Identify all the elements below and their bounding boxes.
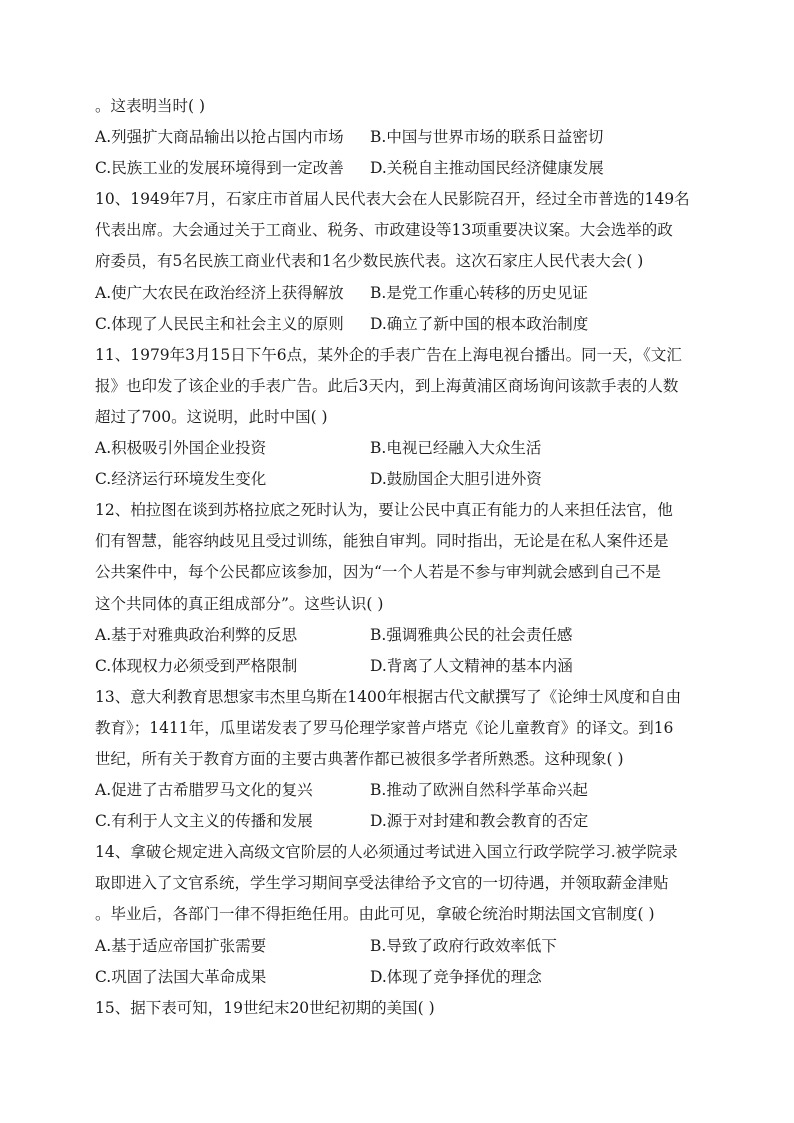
q10-stem-line: 代表出席。大会通过关于工商业、税务、市政建设等13项重要决议案。大会选举的政 bbox=[95, 221, 673, 240]
q12-option-b[interactable]: B.强调雅典公民的社会责任感 bbox=[370, 625, 573, 644]
q14-stem-line: 取即进入了文官系统，学生学习期间享受法律给予文官的一切待遇，并领取薪金津贴 bbox=[95, 874, 669, 893]
q13-stem-line: 教育》；1411年，瓜里诺发表了罗马伦理学家普卢塔克《论儿童教育》的译文。到16 bbox=[95, 718, 674, 737]
q12-stem-line: 们有智慧，能容纳歧见且受过训练，能独自审判。同时指出，无论是在私人案件还是 bbox=[95, 532, 669, 551]
q14-option-b[interactable]: B.导致了政府行政效率低下 bbox=[370, 936, 557, 955]
q9-options-row-2 bbox=[95, 153, 705, 184]
q14-option-a[interactable]: A.基于适应帝国扩张需要 bbox=[95, 936, 267, 955]
q13-option-c[interactable]: C.有利于人文主义的传播和发展 bbox=[95, 812, 313, 831]
q11-options-row-2 bbox=[95, 464, 705, 495]
q14-options-row-1 bbox=[95, 931, 705, 962]
q11-options-row-1 bbox=[95, 433, 705, 464]
q9-stem-ending: 。这表明当时( ) bbox=[95, 97, 206, 115]
q14-stem-line: 14、拿破仑规定进入高级文官阶层的人必须通过考试进入国立行政学院学习.被学院录 bbox=[95, 843, 678, 862]
q10-option-a[interactable]: A.使广大农民在政治经济上获得解放 bbox=[95, 283, 344, 302]
q14-option-c[interactable]: C.巩固了法国大革命成果 bbox=[95, 967, 267, 986]
q9-option-a[interactable]: A.列强扩大商品输出以抢占国内市场 bbox=[95, 128, 344, 147]
q11-option-c[interactable]: C.经济运行环境发生变化 bbox=[95, 470, 267, 489]
q12-stem-line: 公共案件中，每个公民都应该参加，因为“一个人若是不参与审判就会感到自己不是 bbox=[95, 563, 661, 582]
q11-option-a[interactable]: A.积极吸引外国企业投资 bbox=[95, 439, 267, 458]
q10-option-d[interactable]: D.确立了新中国的根本政治制度 bbox=[370, 314, 589, 333]
q12-options-row-2 bbox=[95, 651, 705, 682]
q10-options-row-2 bbox=[95, 309, 705, 340]
q12-option-c[interactable]: C.体现权力必须受到严格限制 bbox=[95, 656, 298, 675]
q10-option-c[interactable]: C.体现了人民民主和社会主义的原则 bbox=[95, 314, 344, 333]
q10-option-b[interactable]: B.是党工作重心转移的历史见证 bbox=[370, 283, 588, 302]
question-text bbox=[95, 91, 705, 1024]
q13-options-row-2 bbox=[95, 806, 705, 837]
q11-stem-line: 11、1979年3月15日下午6点，某外企的手表广告在上海电视台播出。同一天，《文汇 bbox=[95, 345, 682, 364]
q13-option-a[interactable]: A.促进了古希腊罗马文化的复兴 bbox=[95, 781, 313, 800]
q12-stem-line: 这个共同体的真正组成部分”。这些认识( ) bbox=[95, 594, 384, 613]
q14-option-d[interactable]: D.体现了竞争择优的理念 bbox=[370, 967, 542, 986]
q10-options-row-1 bbox=[95, 278, 705, 309]
q11-stem-line: 报》也印发了该企业的手表广告。此后3天内，到上海黄浦区商场询问该款手表的人数 bbox=[95, 376, 679, 395]
q13-stem-line: 13、意大利教育思想家韦杰里乌斯在1400年根据古代文献撰写了《论绅士风度和自由 bbox=[95, 687, 682, 706]
q9-option-b[interactable]: B.中国与世界市场的联系日益密切 bbox=[370, 128, 604, 147]
q9-option-d[interactable]: D.关税自主推动国民经济健康发展 bbox=[370, 159, 604, 178]
q10-stem-line: 府委员，有5名民族工商业代表和1名少数民族代表。这次石家庄人民代表大会( ) bbox=[95, 252, 644, 271]
q12-options-row-1 bbox=[95, 620, 705, 651]
q11-stem-line: 超过了700。这说明，此时中国( ) bbox=[95, 407, 328, 426]
q11-option-b[interactable]: B.电视已经融入大众生活 bbox=[370, 439, 542, 458]
q13-options-row-1 bbox=[95, 775, 705, 806]
q10-stem-line: 10、1949年7月，石家庄市首届人民代表大会在人民影院召开，经过全市普选的149名 bbox=[95, 190, 690, 209]
q9-options-row-1 bbox=[95, 122, 705, 153]
q13-option-d[interactable]: D.源于对封建和教会教育的否定 bbox=[370, 812, 589, 831]
q12-stem-line: 12、柏拉图在谈到苏格拉底之死时认为，要让公民中真正有能力的人来担任法官，他 bbox=[95, 501, 673, 520]
q12-option-d[interactable]: D.背离了人文精神的基本内涵 bbox=[370, 656, 573, 675]
q13-stem-line: 世纪，所有关于教育方面的主要古典著作都已被很多学者所熟悉。这种现象( ) bbox=[95, 749, 624, 768]
q14-options-row-2 bbox=[95, 962, 705, 993]
q9-option-c[interactable]: C.民族工业的发展环境得到一定改善 bbox=[95, 159, 344, 178]
q14-stem-line: 。毕业后，各部门一律不得拒绝任用。由此可见，拿破仑统治时期法国文官制度( ) bbox=[95, 905, 655, 924]
q13-option-b[interactable]: B.推动了欧洲自然科学革命兴起 bbox=[370, 781, 588, 800]
q15-stem-line: 15、据下表可知，19世纪末20世纪初期的美国( ) bbox=[95, 998, 435, 1017]
q12-option-a[interactable]: A.基于对雅典政治利弊的反思 bbox=[95, 625, 298, 644]
q11-option-d[interactable]: D.鼓励国企大胆引进外资 bbox=[370, 470, 542, 489]
